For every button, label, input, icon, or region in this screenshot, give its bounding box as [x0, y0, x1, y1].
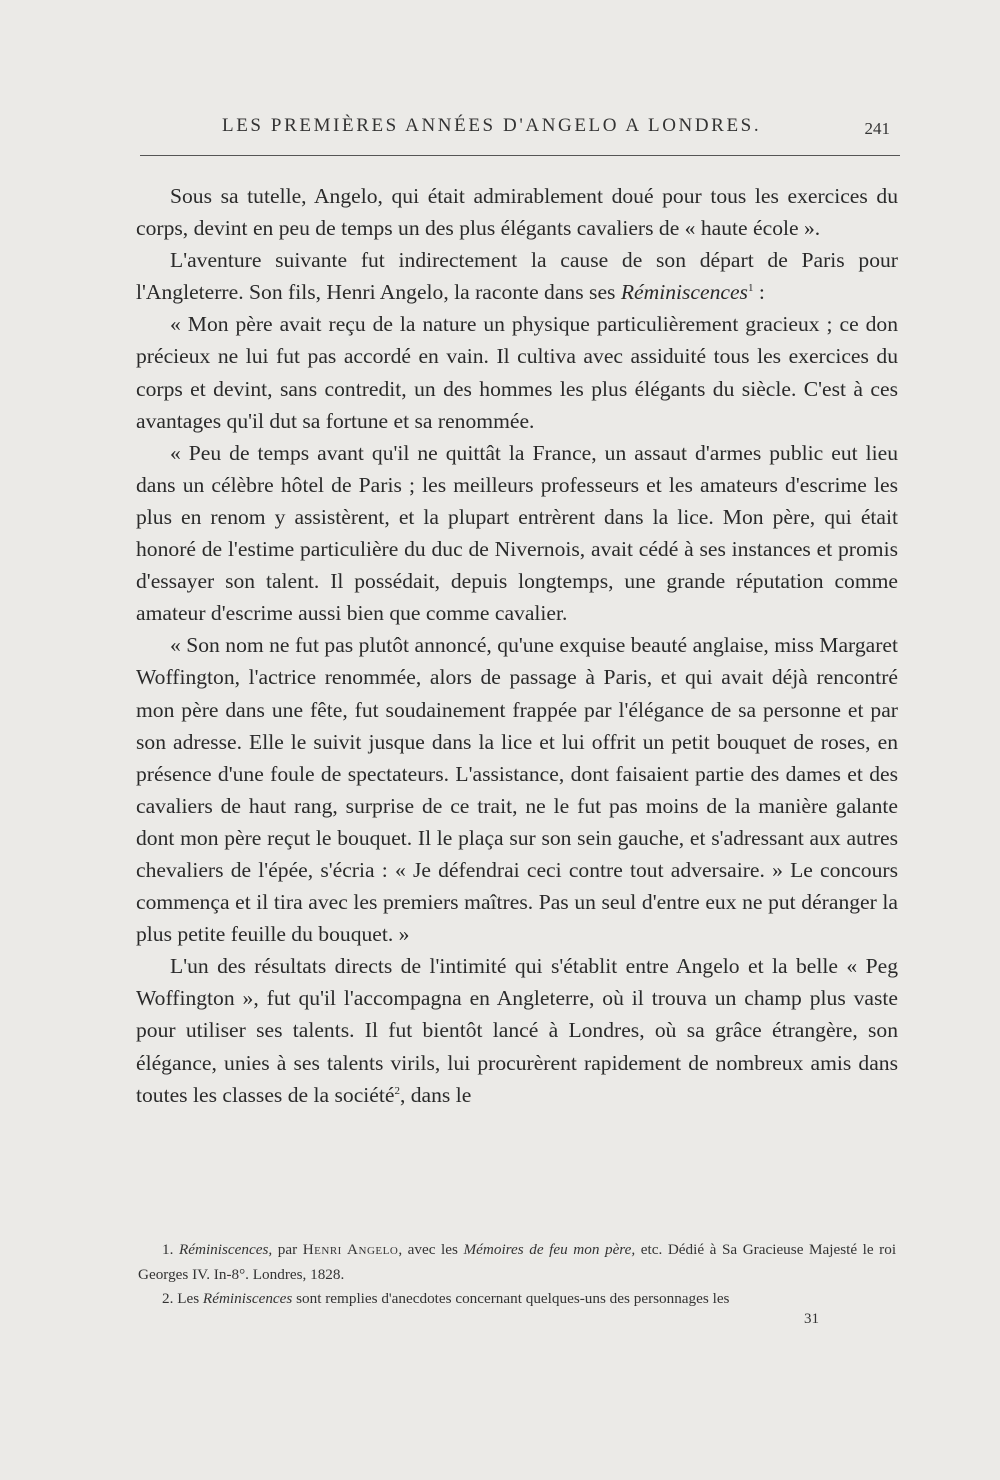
- paragraph-2: [136, 244, 898, 308]
- footnote-1-mid: , avec les: [398, 1241, 464, 1258]
- footnote-1-rest: etc. Dédié à Sa Gracieuse Majesté le roi Georges IV. In-8°. Londres, 1828.: [138, 1241, 897, 1283]
- paragraph-5: « Son nom ne fut pas plutôt annoncé, qu'une exquise beauté anglaise, miss Margaret Woffington, l'actrice renommée, alors de passage à Paris, et qui avait déjà rencontré mon père dans une fête, fut soudainement frappée par l'élégance de sa personne et par son adresse. Elle le suivit jusque dans la lice et lui offrit un petit bouquet de roses, en présence d'une foule de spectateurs. L'assistance, dont faisaient partie des dames et des cavaliers de haut rang, surprise de ce trait, ne le fut pas moins de la manière galante dont mon père reçut le bouquet. Il le plaça sur son sein gauche, et s'adressant aux autres chevaliers de l'épée, s'écria : « Je défendrai ceci contre tout adversaire. » Le concours commença et il tira avec les premiers maîtres. Pas un seul d'entre eux ne put déranger la plus petite feuille du bouquet. »: [136, 633, 898, 947]
- paragraph-6-text: L'un des résultats directs de l'intimité qui s'établit entre Angelo et la belle « Peg Woffington », fut qu'il l'accompagna en Angleterre, où il trouva un champ plus vaste pour utiliser ses talents. Il fut bientôt lancé à Londres, où sa grâce étrangère, son élégance, unies à ses talents virils, lui procurèrent rapidement de nombreux amis dans toutes les classes de la société: [136, 954, 898, 1107]
- footnote-2-number: 2.: [162, 1290, 174, 1307]
- header-rule: [140, 155, 900, 156]
- main-text: [136, 180, 898, 1111]
- footnote-2-pre: Les: [173, 1290, 203, 1307]
- footnote-ref-2[interactable]: 2: [394, 1084, 400, 1097]
- footnote-2-rest: sont remplies d'anecdotes concernant quelques-uns des personnages les: [292, 1290, 730, 1307]
- page-number: 241: [864, 119, 890, 138]
- footnote-1: [138, 1238, 896, 1287]
- footnotes: [138, 1238, 896, 1312]
- paragraph-2-text: L'aventure suivante fut indirectement la cause de son départ de Paris pour l'Angleterre. Son fils, Henri Angelo, la raconte dans ses: [136, 248, 898, 305]
- signature-mark: 31: [804, 1311, 819, 1327]
- running-title: LES PREMIÈRES ANNÉES D'ANGELO A LONDRES.: [222, 115, 762, 136]
- paragraph-6: [136, 950, 898, 1110]
- footnote-ref-1[interactable]: 1: [747, 282, 754, 295]
- paragraph-6-end: , dans le: [399, 1082, 472, 1107]
- paragraph-3: « Mon père avait reçu de la nature un physique particulièrement gracieux ; ce don précieux ne lui fut pas accordé en vain. Il cultiva avec assiduité tous les exercices du corps et devint, sans contredit, un des hommes les plus élégants du siècle. C'est à ces avantages qu'il dut sa fortune et sa renommée.: [136, 312, 898, 433]
- footnote-1-author: Henri Angelo: [302, 1241, 399, 1258]
- footnote-1-work: Mémoires de feu mon père,: [463, 1241, 636, 1258]
- footnote-2: [138, 1287, 896, 1312]
- reminiscences-title: Réminiscences: [620, 280, 748, 305]
- running-head: [140, 115, 900, 145]
- paragraph-4: « Peu de temps avant qu'il ne quittât la France, un assaut d'armes public eut lieu dans un célèbre hôtel de Paris ; les meilleurs professeurs et les amateurs d'escrime les plus en renom y assistèrent, et la plupart entrèrent dans la lice. Mon père, qui était honoré de l'estime particulière du duc de Nivernois, avait cédé à ses instances et promis d'essayer son talent. Il possédait, depuis longtemps, une grande réputation comme amateur d'escrime aussi bien que comme cavalier.: [136, 440, 898, 626]
- footnote-1-number: 1.: [162, 1241, 174, 1258]
- footnote-1-by: par: [272, 1241, 303, 1258]
- paragraph-1: Sous sa tutelle, Angelo, qui était admirablement doué pour tous les exercices du corps, devint en peu de temps un des plus élégants cavaliers de « haute école ».: [136, 184, 898, 241]
- footnote-2-title: Réminiscences: [202, 1290, 293, 1307]
- paragraph-2-end: :: [753, 280, 765, 305]
- footnote-1-title: Réminiscences,: [178, 1241, 273, 1258]
